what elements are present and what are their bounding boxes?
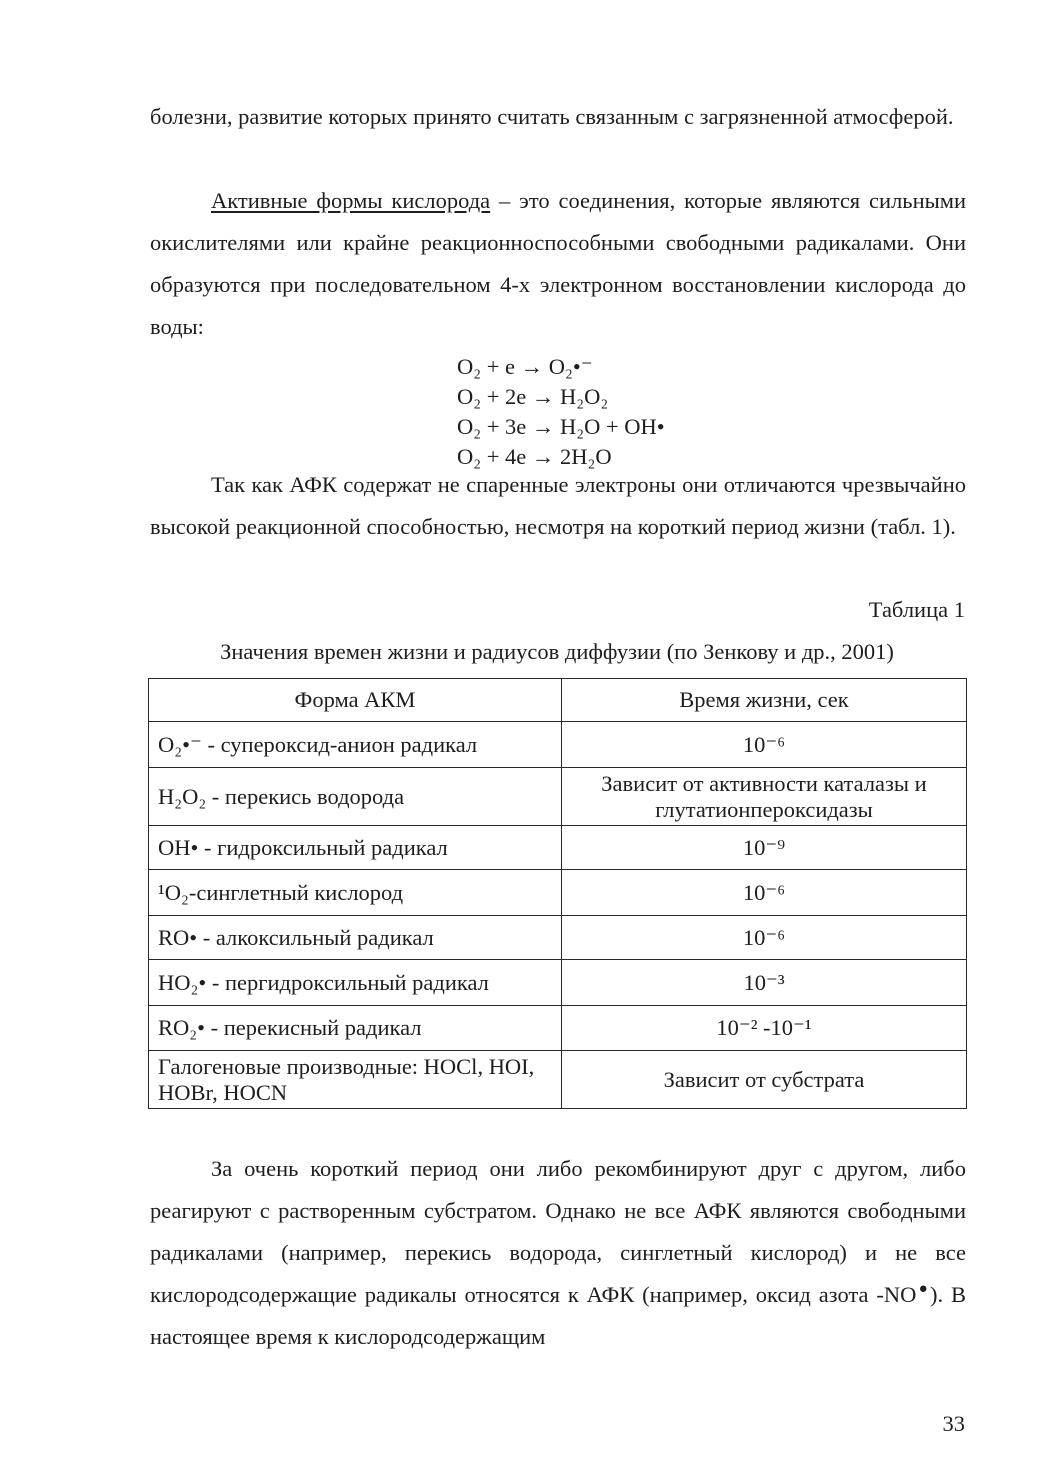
cell-form: RO₂• - перекисный радикал: [149, 1006, 562, 1051]
defined-term: Активные формы кислорода: [211, 188, 491, 213]
cell-form: ¹O₂-синглетный кислород: [149, 870, 562, 916]
cell-form: Галогеновые производные: HOCl, HOI, HOBr, HOCN: [149, 1051, 562, 1109]
cell-form: O₂•⁻ - супероксид-анион радикал: [149, 722, 562, 768]
paragraph-recombination: [150, 1148, 966, 1358]
table-caption: Значения времен жизни и радиусов диффузии (по Зенкову и др., 2001): [220, 639, 894, 664]
cell-lifetime: 10⁻⁶: [562, 916, 967, 960]
table-number: Таблица 1: [868, 597, 965, 622]
reaction-equations: [457, 352, 665, 472]
cell-lifetime: 10⁻⁶: [562, 722, 967, 768]
table-row: [149, 960, 967, 1006]
header-lifetime: Время жизни, сек: [562, 679, 967, 722]
table-row: [149, 722, 967, 768]
paragraph-afk: Так как АФК содержат не спаренные электроны они отличаются чрезвычайно высокой реакционной способностью, несмотря на короткий период жизни (табл. 1).: [150, 472, 966, 539]
table-header-row: [149, 679, 967, 722]
cell-lifetime: Зависит от активности каталазы и глутатионпероксидазы: [562, 768, 967, 826]
cell-form: RO• - алкоксильный радикал: [149, 916, 562, 960]
table-row: [149, 870, 967, 916]
table-row: [149, 826, 967, 870]
cell-lifetime: 10⁻² -10⁻¹: [562, 1006, 967, 1051]
radical-dot-icon: ●: [916, 1281, 930, 1297]
equation-2: O₂ + 2e → H₂O₂: [457, 384, 609, 409]
page-number: 33: [942, 1411, 965, 1436]
recombination-text-end: ). В настоящее время к кислородсодержащим: [150, 1282, 967, 1349]
equation-1: O₂ + e → O₂•⁻: [457, 354, 593, 379]
cell-lifetime: 10⁻⁹: [562, 826, 967, 870]
equation-3: O₂ + 3e → H₂O + OH•: [457, 414, 665, 439]
table-row: [149, 1006, 967, 1051]
cell-form: H₂O₂ - перекись водорода: [149, 768, 562, 826]
lifetime-table: [148, 678, 967, 1109]
definition-text: – это соединения, которые являются сильными окислителями или крайне реакционноспособными свободными радикалами. Они образуются при последовательном 4-х электронном восстановлении кислорода до воды:: [150, 188, 967, 339]
cell-lifetime: Зависит от субстрата: [562, 1051, 967, 1109]
paragraph-intro: болезни, развитие которых принято считать связанным с загрязненной атмосферой.: [150, 104, 954, 129]
cell-lifetime: 10⁻⁶: [562, 870, 967, 916]
table-row: [149, 916, 967, 960]
table-row: [149, 768, 967, 826]
cell-lifetime: 10⁻³: [562, 960, 967, 1006]
cell-form: HO₂• - пергидроксильный радикал: [149, 960, 562, 1006]
table-row: [149, 1051, 967, 1109]
cell-form: OH• - гидроксильный радикал: [149, 826, 562, 870]
paragraph-definition: [150, 180, 966, 348]
recombination-text: За очень короткий период они либо рекомбинируют друг с другом, либо реагируют с растворенным субстратом. Однако не все АФК являются свободными радикалами (например, перекись водорода, синглетный кислород) и не все кислородсодержащие радикалы относятся к АФК (например, оксид азота -NO: [150, 1156, 966, 1307]
equation-4: O₂ + 4e → 2H₂O: [457, 444, 612, 469]
header-form: Форма АКМ: [149, 679, 562, 722]
